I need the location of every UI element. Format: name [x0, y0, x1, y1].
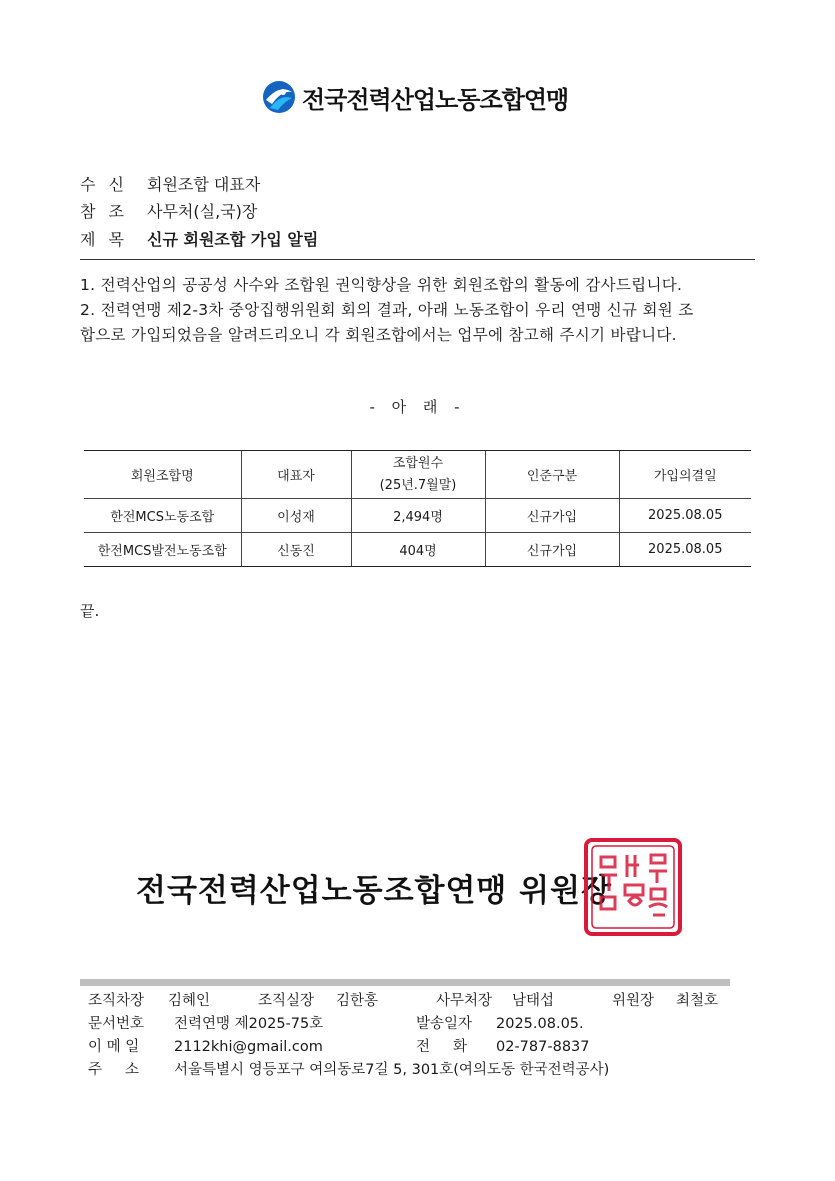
address-label: 주 소: [88, 1062, 140, 1078]
cell-representative: 신동진: [241, 533, 351, 567]
member-count-label: 조합원수: [392, 455, 444, 471]
reference-label: 참 조: [80, 202, 128, 221]
staff-name: 남태섭: [512, 993, 555, 1009]
paragraph-1: 1. 전력산업의 공공성 사수와 조합원 권익향상을 위한 회원조합의 활동에 감사드립니다.: [80, 276, 683, 294]
staff-role: 위원장: [612, 993, 655, 1009]
cell-resolution-date: 2025.08.05: [619, 499, 751, 533]
table-header-row: [84, 451, 751, 499]
phone-label: 전 화: [416, 1039, 468, 1055]
union-logo-icon: [262, 80, 296, 114]
col-header-approval-type: 인준구분: [485, 451, 619, 499]
signature-title: 전국전력산업노동조합연맹 위원장: [136, 873, 612, 909]
cell-approval-type: 신규가입: [485, 499, 619, 533]
footer-staff-row: [88, 990, 738, 1012]
staff-role: 조직차장: [88, 993, 145, 1009]
paragraph-2-line-1: 2. 전력연맹 제2-3차 중앙집행위원회 회의 결과, 아래 노동조합이 우리 연맹 신규 회원 조: [80, 301, 694, 319]
email-value[interactable]: 2112khi@gmail.com: [174, 1039, 323, 1055]
subject-row: [80, 228, 318, 252]
footer-divider: [80, 979, 730, 986]
email-label: 이 메 일: [88, 1039, 140, 1055]
footer-docno-row: [88, 1013, 738, 1035]
col-header-member-count: [351, 451, 485, 499]
recipient-row: [80, 173, 260, 197]
recipient-value: 회원조합 대표자: [147, 175, 261, 194]
staff-role: 조직실장: [258, 993, 315, 1009]
cell-approval-type: 신규가입: [485, 533, 619, 567]
subject-label: 제 목: [80, 230, 128, 249]
col-header-resolution-date: 가입의결일: [619, 451, 751, 499]
staff-name: 김한홍: [336, 993, 379, 1009]
staff-name: 김혜인: [168, 993, 211, 1009]
end-mark: 끝.: [80, 602, 100, 620]
phone-value: 02-787-8837: [496, 1039, 590, 1055]
send-date-value: 2025.08.05.: [496, 1016, 584, 1032]
footer-address-row: [88, 1059, 738, 1081]
cell-member-count: 404명: [351, 533, 485, 567]
recipient-label: 수 신: [80, 175, 128, 194]
header-divider: [80, 259, 755, 260]
cell-member-count: 2,494명: [351, 499, 485, 533]
table-row: [84, 499, 751, 533]
doc-no-label: 문서번호: [88, 1016, 145, 1032]
staff-role: 사무처장: [436, 993, 493, 1009]
col-header-representative: 대표자: [241, 451, 351, 499]
member-count-basis: (25년.7월말): [379, 477, 457, 493]
table-row: [84, 533, 751, 567]
org-name: 전국전력산업노동조합연맹: [302, 85, 569, 114]
reference-value: 사무처(실,국)장: [147, 202, 258, 221]
org-header: [262, 78, 568, 116]
new-members-table: [84, 450, 751, 567]
staff-name: 최철호: [676, 993, 719, 1009]
official-seal-icon: [583, 837, 683, 937]
address-value: 서울특별시 영등포구 여의동로7길 5, 301호(여의도동 한국전력공사): [174, 1062, 610, 1078]
doc-no-value: 전력연맹 제2025-75호: [174, 1016, 324, 1032]
section-title: - 아 래 -: [369, 398, 466, 416]
paragraph-2-line-2: 합으로 가입되었음을 알려드리오니 각 회원조합에서는 업무에 참고해 주시기 바랍니다.: [80, 326, 677, 344]
cell-union-name: 한전MCS발전노동조합: [84, 533, 241, 567]
reference-row: [80, 200, 257, 224]
footer-contact-row: [88, 1036, 738, 1058]
cell-resolution-date: 2025.08.05: [619, 533, 751, 567]
cell-union-name: 한전MCS노동조합: [84, 499, 241, 533]
col-header-union-name: 회원조합명: [84, 451, 241, 499]
send-date-label: 발송일자: [416, 1016, 473, 1032]
cell-representative: 이성재: [241, 499, 351, 533]
subject-value: 신규 회원조합 가입 알림: [147, 230, 319, 249]
